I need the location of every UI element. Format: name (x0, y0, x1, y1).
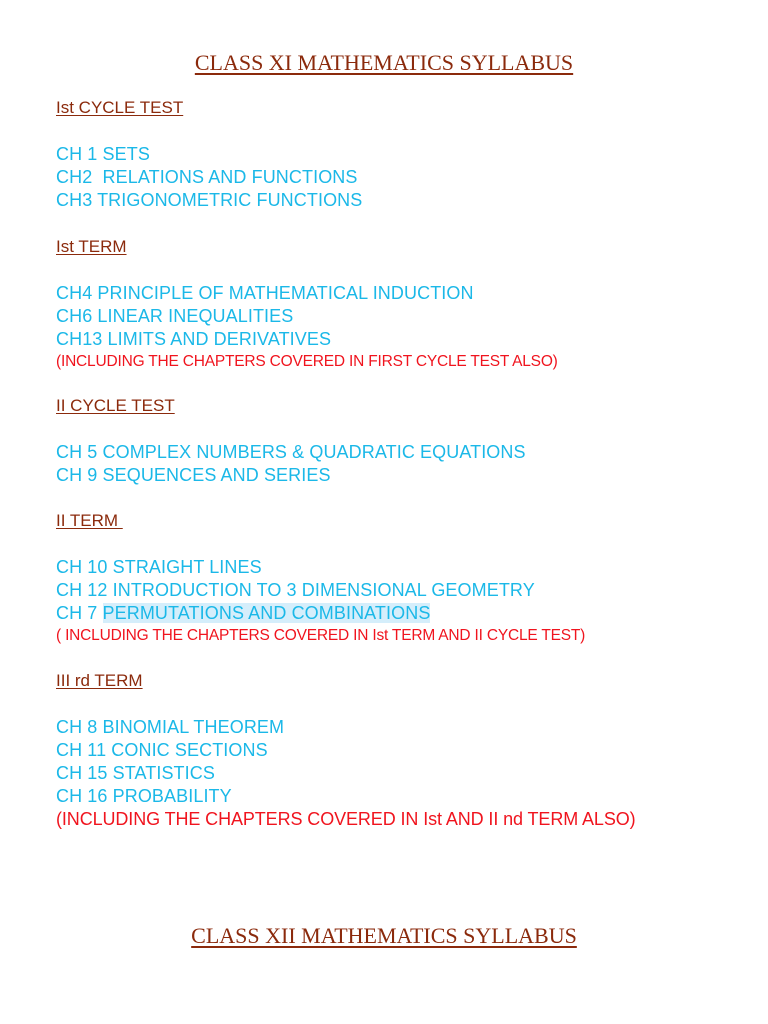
chapter-item: CH 12 INTRODUCTION TO 3 DIMENSIONAL GEOMETRY (56, 580, 535, 600)
section-second-cycle-test (56, 395, 526, 487)
chapter-item: CH 1 SETS (56, 144, 150, 164)
chapter-item: CH 8 BINOMIAL THEOREM (56, 717, 285, 737)
section-note: (INCLUDING THE CHAPTERS COVERED IN Ist AND II nd TERM ALSO) (56, 809, 636, 829)
highlighted-text: PERMUTATIONS AND COMBINATIONS (102, 603, 431, 623)
chapter-item: CH 5 COMPLEX NUMBERS & QUADRATIC EQUATIONS (56, 442, 526, 462)
section-note: (INCLUDING THE CHAPTERS COVERED IN FIRST CYCLE TEST ALSO) (56, 353, 558, 370)
section-note: ( INCLUDING THE CHAPTERS COVERED IN Ist TERM AND II CYCLE TEST) (56, 627, 586, 644)
chapter-item: CH 10 STRAIGHT LINES (56, 557, 262, 577)
chapter-item: CH3 TRIGONOMETRIC FUNCTIONS (56, 190, 363, 210)
section-heading: II TERM (56, 511, 123, 530)
chapter-item: CH 9 SEQUENCES AND SERIES (56, 465, 331, 485)
chapter-item: CH2 RELATIONS AND FUNCTIONS (56, 167, 358, 187)
section-third-term (56, 670, 636, 830)
section-heading: Ist CYCLE TEST (56, 98, 184, 117)
section-heading: Ist TERM (56, 237, 127, 256)
chapter-item: CH6 LINEAR INEQUALITIES (56, 306, 294, 326)
section-first-term (56, 236, 558, 373)
section-first-cycle-test (56, 97, 362, 212)
class11-title: CLASS XI MATHEMATICS SYLLABUS (194, 50, 574, 75)
chapter-item: CH 15 STATISTICS (56, 763, 215, 783)
class12-title: CLASS XII MATHEMATICS SYLLABUS (191, 923, 577, 948)
chapter-item: CH13 LIMITS AND DERIVATIVES (56, 329, 332, 349)
section-heading: III rd TERM (56, 671, 143, 690)
section-heading: II CYCLE TEST (56, 396, 175, 415)
chapter-prefix: CH 7 (56, 603, 103, 623)
chapter-item: CH 11 CONIC SECTIONS (56, 740, 268, 760)
section-second-term (56, 510, 585, 647)
chapter-item: CH 16 PROBABILITY (56, 786, 232, 806)
chapter-item-highlighted (56, 602, 585, 625)
chapter-item: CH4 PRINCIPLE OF MATHEMATICAL INDUCTION (56, 283, 474, 303)
